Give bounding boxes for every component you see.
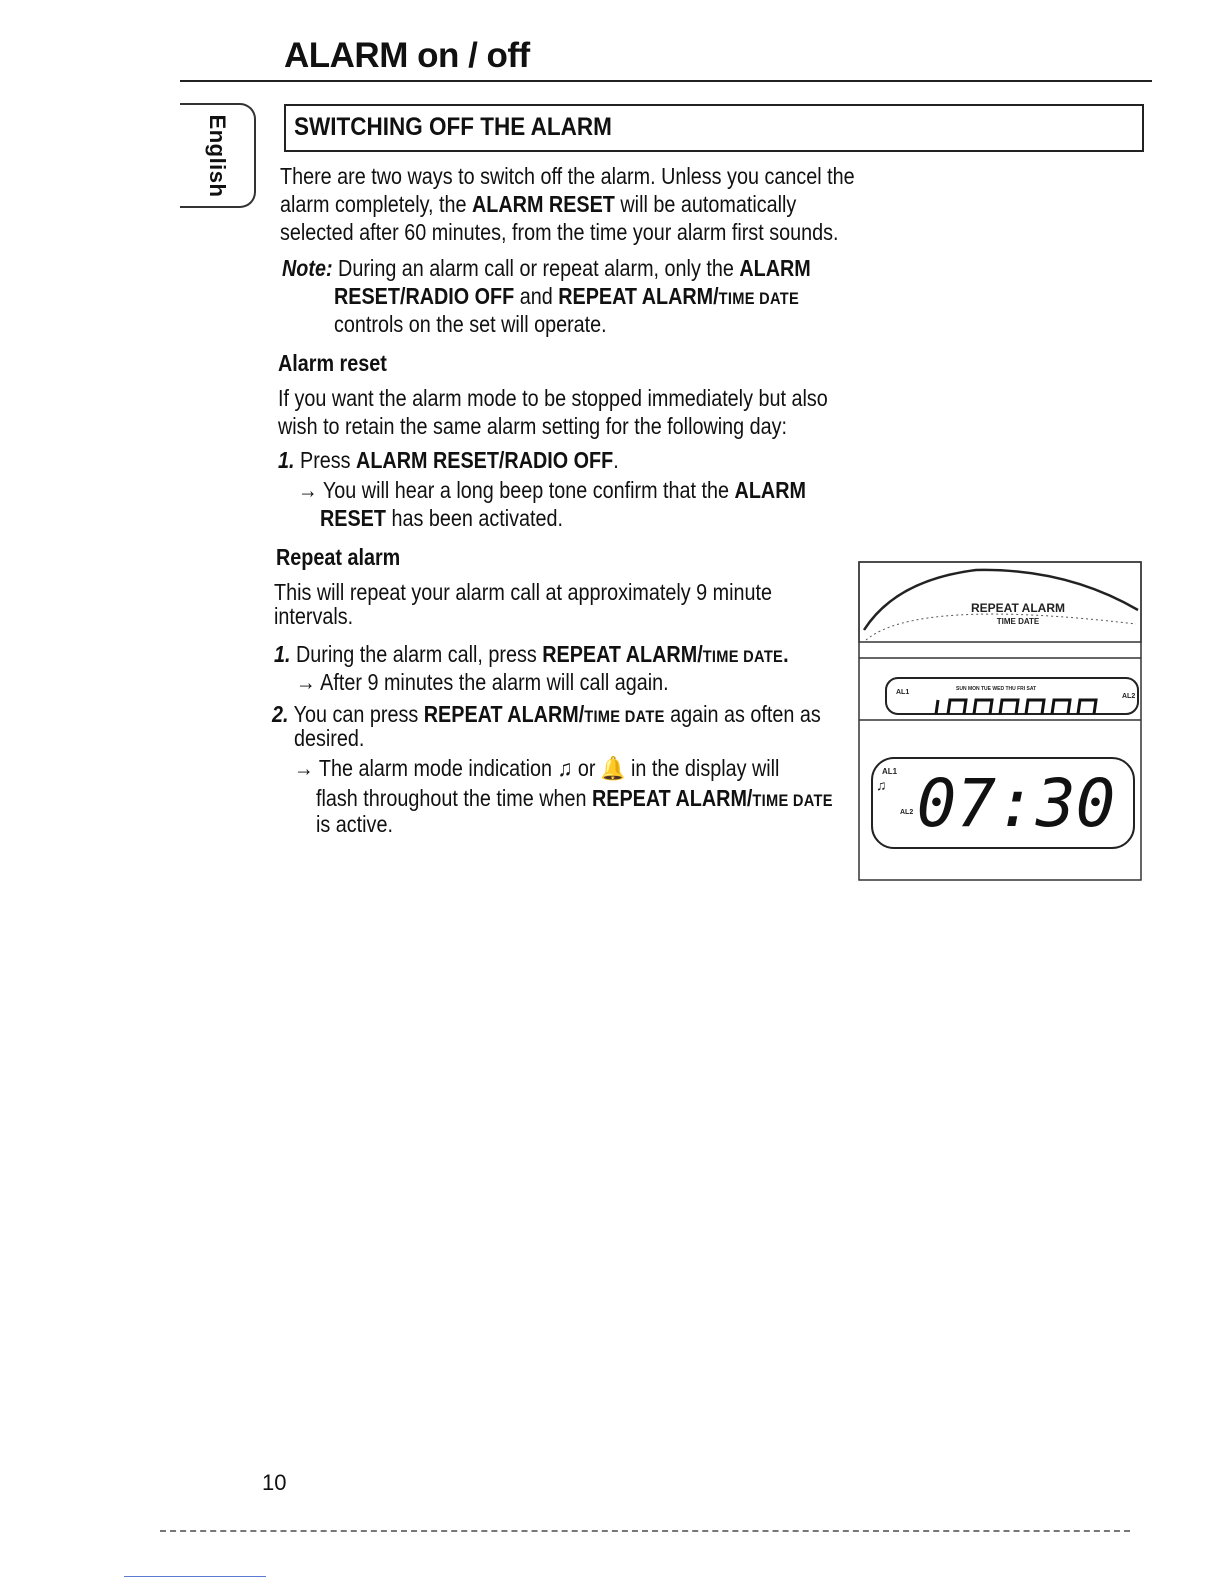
- language-tab: [180, 103, 256, 208]
- repeat-alarm-result-3: flash throughout the time when REPEAT ALARM/TIME DATE: [316, 785, 833, 811]
- display-music-icon: ♫: [876, 777, 887, 793]
- note-label: Note:: [282, 255, 333, 281]
- repeat-alarm-result-2: → The alarm mode indication ♫ or 🔔 in the display will: [294, 755, 780, 781]
- repeat-alarm-step-2-cont: desired.: [294, 725, 365, 751]
- note-line-2: RESET/RADIO OFF and REPEAT ALARM/TIME DATE: [334, 283, 800, 309]
- strip-al2-indicator: AL2: [1122, 693, 1136, 700]
- alarm-reset-result-1: → You will hear a long beep tone confirm that the ALARM: [298, 477, 806, 503]
- intro-line-1: There are two ways to switch off the alarm. Unless you cancel the: [280, 163, 855, 189]
- display-al1-indicator: AL1: [882, 767, 898, 776]
- time-date-label: TIME DATE: [996, 617, 1040, 626]
- display-time: 07:30: [916, 765, 1116, 842]
- alarm-reset-line-2: wish to retain the same alarm setting for the following day:: [278, 413, 788, 439]
- alarm-reset-step-1: 1. Press ALARM RESET/RADIO OFF.: [278, 447, 619, 473]
- alarm-reset-result-2: RESET has been activated.: [320, 505, 564, 531]
- title-rule: [180, 80, 1152, 82]
- repeat-alarm-line-1: This will repeat your alarm call at approximately 9 minute: [274, 579, 773, 605]
- alarm-reset-term: ALARM RESET: [472, 191, 615, 217]
- alarm-reset-heading: Alarm reset: [278, 350, 387, 376]
- repeat-alarm-heading: Repeat alarm: [276, 544, 401, 570]
- section-heading-box: [284, 104, 1144, 152]
- repeat-alarm-result-4: is active.: [316, 811, 393, 837]
- alarm-reset-line-1: If you want the alarm mode to be stopped immediately but also: [278, 385, 828, 411]
- display-al2-indicator: AL2: [900, 809, 914, 816]
- strip-al1-indicator: AL1: [896, 689, 910, 696]
- strip-segment-digits: [936, 700, 1096, 714]
- repeat-alarm-button-label: REPEAT ALARM: [971, 601, 1065, 615]
- footer-rule: [124, 1576, 266, 1577]
- repeat-alarm-step-1: 1. During the alarm call, press REPEAT ALARM/TIME DATE.: [274, 641, 789, 667]
- footer-dashed-rule: [160, 1530, 1130, 1532]
- clock-radio-drawing: [856, 560, 1142, 882]
- buzzer-alarm-icon: 🔔: [600, 755, 626, 781]
- strip-days: SUN MON TUE WED THU FRI SAT: [956, 686, 1037, 692]
- clock-radio-illustration: [856, 560, 1142, 882]
- intro-line-3: selected after 60 minutes, from the time your alarm first sounds.: [280, 219, 839, 245]
- note-line-1: Note: During an alarm call or repeat alarm, only the ALARM: [282, 255, 811, 281]
- page-number: 10: [262, 1470, 287, 1495]
- repeat-alarm-line-2: intervals.: [274, 603, 354, 629]
- repeat-alarm-step-2: 2. You can press REPEAT ALARM/TIME DATE again as often as: [272, 701, 821, 727]
- music-alarm-icon: ♫: [557, 755, 573, 781]
- note-line-3: controls on the set will operate.: [334, 311, 607, 337]
- section-heading: SWITCHING OFF THE ALARM: [294, 113, 612, 141]
- repeat-alarm-result-1: → After 9 minutes the alarm will call again.: [296, 669, 669, 695]
- language-tab-label: English: [205, 114, 230, 197]
- page-title: ALARM on / off: [284, 36, 530, 75]
- intro-line-2: alarm completely, the ALARM RESET will be automatically: [280, 191, 797, 217]
